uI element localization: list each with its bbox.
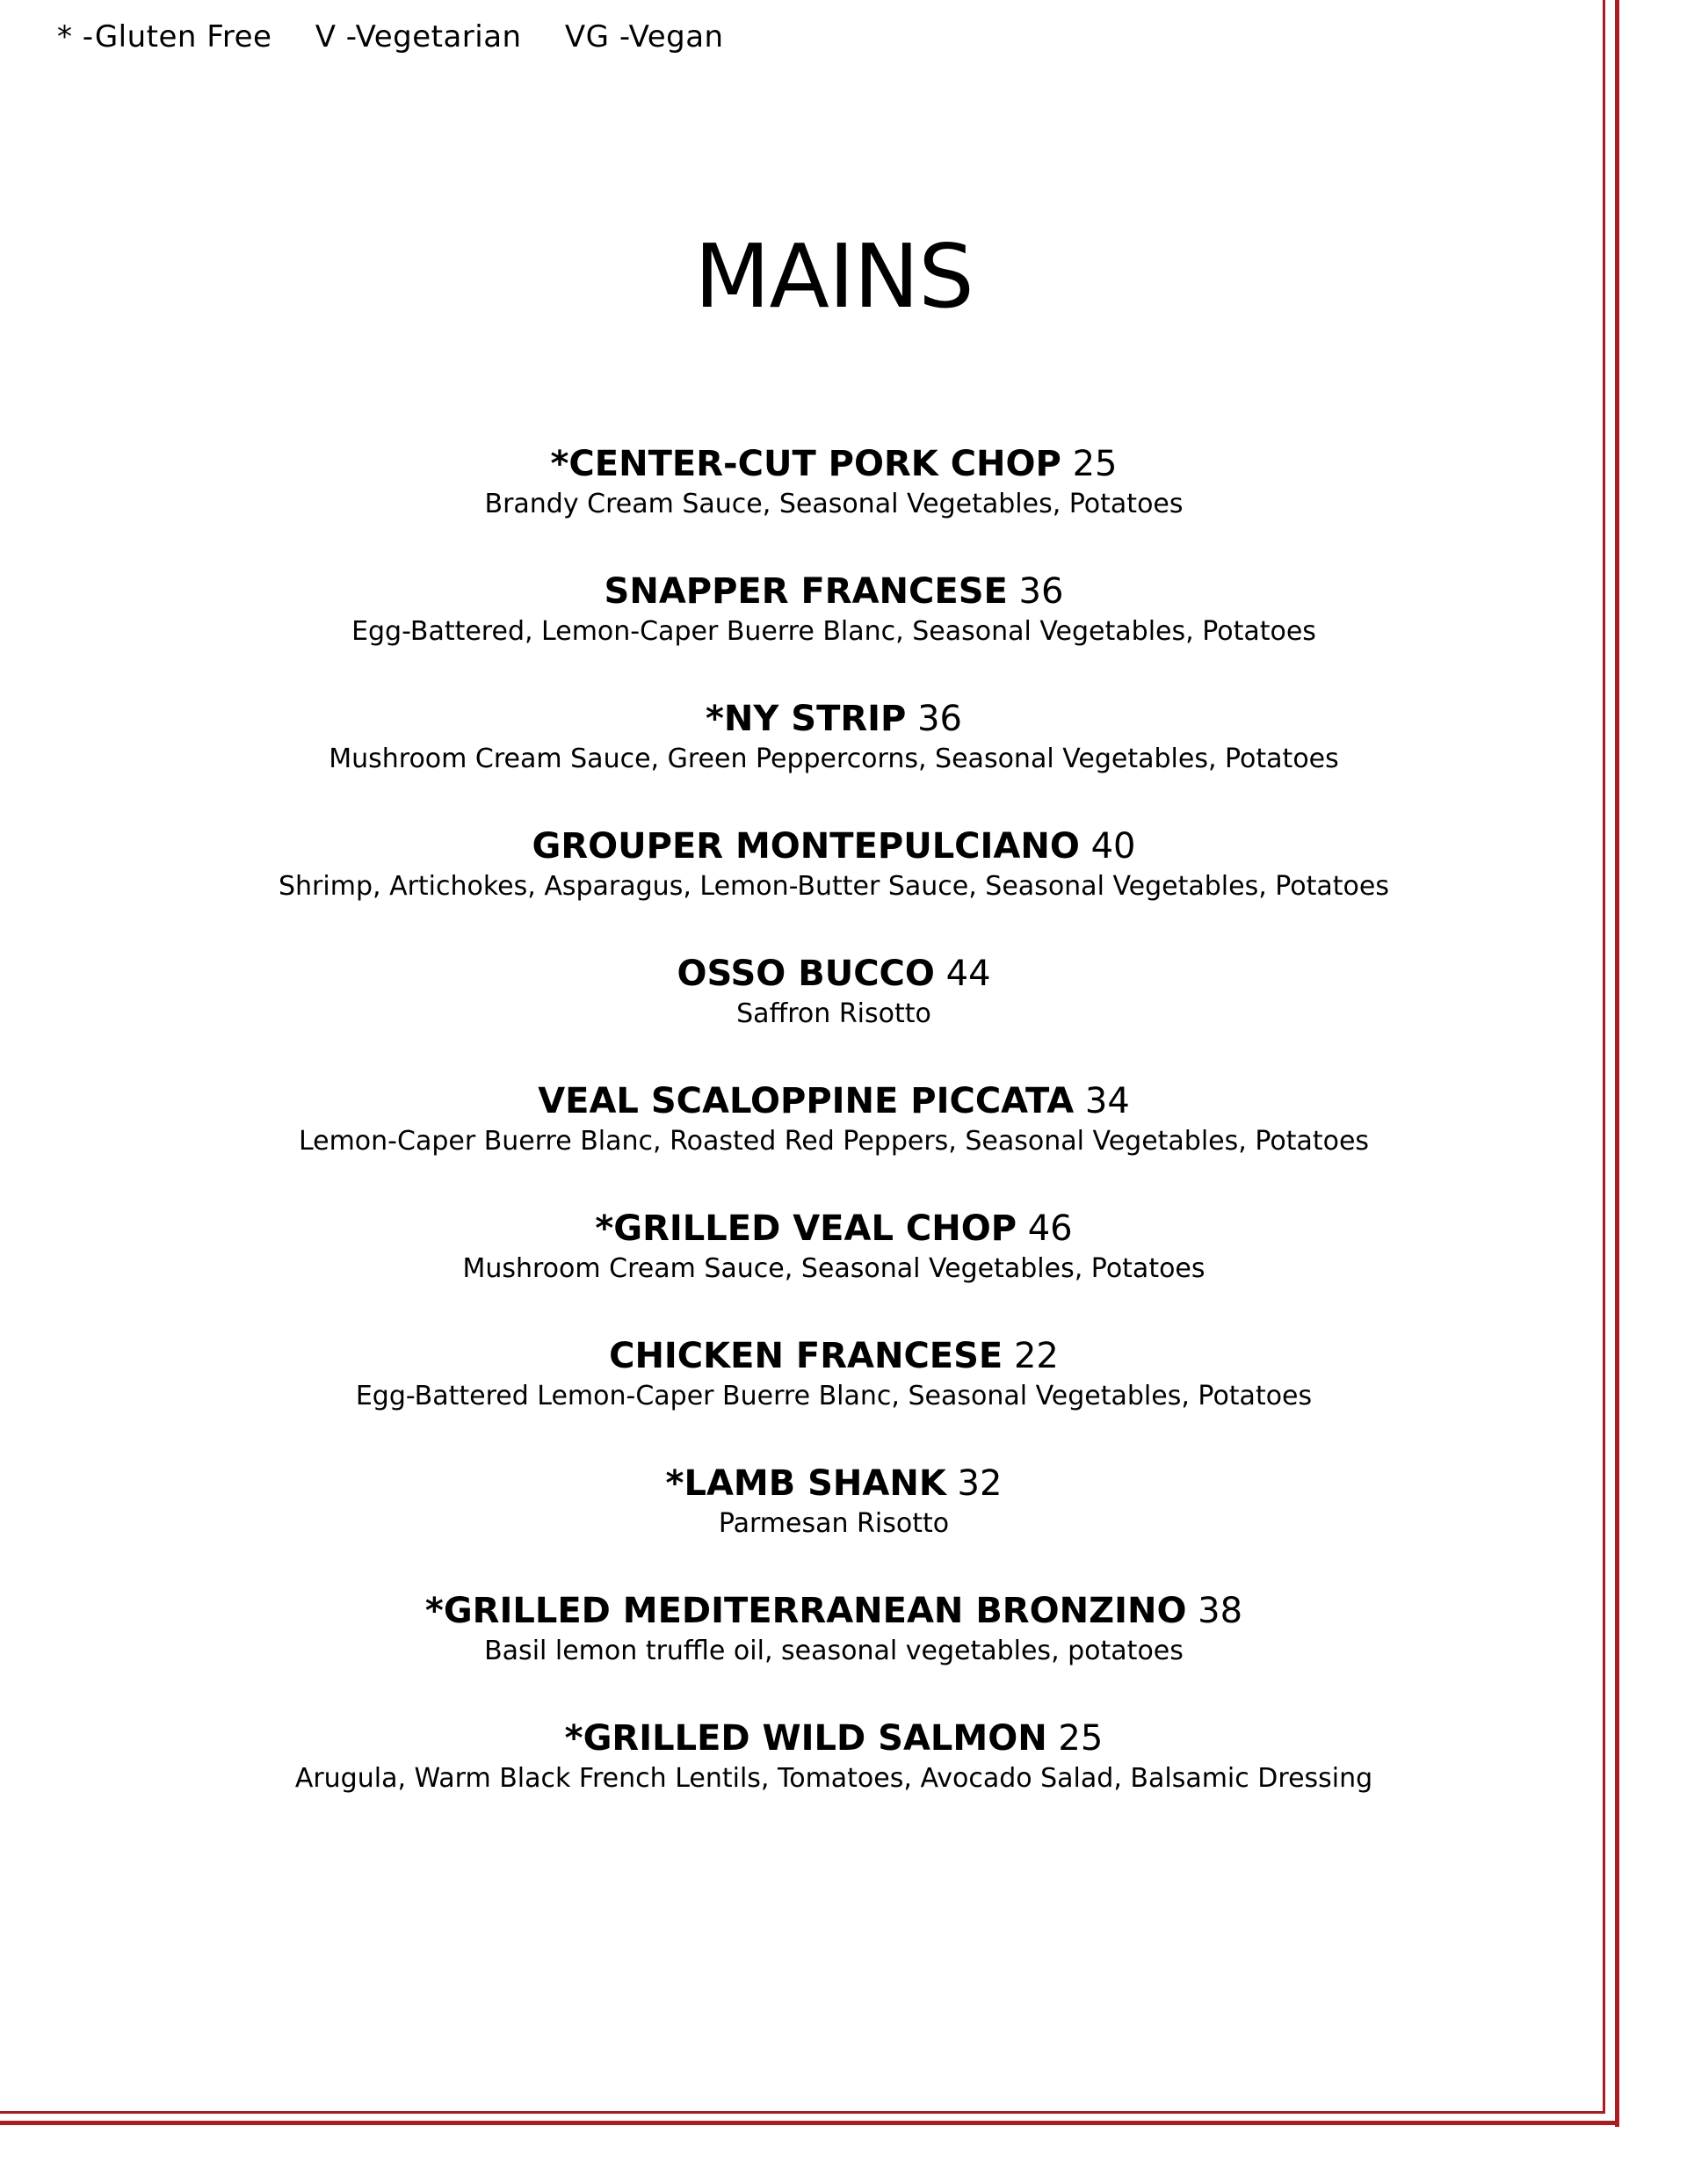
- menu-item-name: *GRILLED WILD SALMON: [564, 1718, 1047, 1759]
- menu-item: [0, 1588, 1668, 1716]
- menu-item-description: Saffron Risotto: [736, 998, 931, 1029]
- menu-item-heading: [0, 1078, 1668, 1124]
- menu-item-description: Basil lemon truffle oil, seasonal vegetables, potatoes: [484, 1636, 1184, 1666]
- menu-item-price: 40: [1090, 826, 1136, 867]
- menu-list: [0, 441, 1668, 1843]
- menu-item-price: 34: [1084, 1081, 1130, 1121]
- menu-item-heading: [0, 696, 1668, 742]
- menu-item: [0, 1078, 1668, 1206]
- menu-item-description: Lemon-Caper Buerre Blanc, Roasted Red Peppers, Seasonal Vegetables, Potatoes: [298, 1126, 1370, 1157]
- menu-item-name: VEAL SCALOPPINE PICCATA: [538, 1081, 1075, 1121]
- menu-item-heading: [0, 1333, 1668, 1379]
- menu-item-heading: [0, 569, 1668, 614]
- menu-item: [0, 569, 1668, 696]
- menu-item: [0, 1716, 1668, 1843]
- menu-item-description: Egg-Battered Lemon-Caper Buerre Blanc, Seasonal Vegetables, Potatoes: [355, 1381, 1313, 1411]
- menu-item-price: 36: [1018, 571, 1064, 612]
- menu-item-name: SNAPPER FRANCESE: [604, 571, 1008, 612]
- menu-item-price: 46: [1027, 1208, 1073, 1249]
- menu-item-name: CHICKEN FRANCESE: [609, 1336, 1003, 1376]
- menu-item-price: 32: [957, 1463, 1003, 1504]
- menu-item-heading: [0, 951, 1668, 997]
- menu-item-description: Mushroom Cream Sauce, Seasonal Vegetables, Potatoes: [462, 1253, 1206, 1284]
- dietary-legend: [57, 19, 757, 54]
- menu-item-description: Mushroom Cream Sauce, Green Peppercorns, Seasonal Vegetables, Potatoes: [329, 744, 1339, 774]
- menu-item-heading: [0, 1206, 1668, 1252]
- menu-item-price: 44: [945, 954, 991, 994]
- menu-item-name: GROUPER MONTEPULCIANO: [532, 826, 1080, 867]
- menu-item-name: *LAMB SHANK: [665, 1463, 946, 1504]
- menu-item-name: *GRILLED MEDITERRANEAN BRONZINO: [424, 1591, 1187, 1631]
- menu-item-name: *CENTER-CUT PORK CHOP: [550, 444, 1061, 484]
- legend-vegan: VG -Vegan: [564, 19, 724, 54]
- menu-item: [0, 696, 1668, 824]
- menu-item-price: 36: [917, 699, 962, 739]
- menu-item-heading: [0, 1716, 1668, 1761]
- menu-item: [0, 1206, 1668, 1333]
- menu-item-heading: [0, 824, 1668, 869]
- menu-item-description: Shrimp, Artichokes, Asparagus, Lemon-Butter Sauce, Seasonal Vegetables, Potatoes: [279, 871, 1389, 902]
- menu-item: [0, 1461, 1668, 1588]
- menu-item: [0, 441, 1668, 569]
- menu-item-description: Parmesan Risotto: [718, 1508, 950, 1539]
- menu-item-heading: [0, 1461, 1668, 1506]
- menu-item-price: 22: [1013, 1336, 1059, 1376]
- menu-item-heading: [0, 441, 1668, 487]
- legend-gluten-free: * -Gluten Free: [57, 19, 272, 54]
- border-bottom-outer: [0, 2121, 1619, 2125]
- legend-vegetarian: V -Vegetarian: [315, 19, 522, 54]
- menu-item: [0, 824, 1668, 951]
- page-title: MAINS: [694, 225, 974, 328]
- menu-item-name: *GRILLED VEAL CHOP: [595, 1208, 1017, 1249]
- menu-item-description: Brandy Cream Sauce, Seasonal Vegetables, Potatoes: [484, 489, 1184, 519]
- menu-item: [0, 951, 1668, 1078]
- border-bottom-inner: [0, 2111, 1605, 2114]
- menu-item-price: 25: [1072, 444, 1118, 484]
- menu-item-description: Arugula, Warm Black French Lentils, Tomatoes, Avocado Salad, Balsamic Dressing: [294, 1763, 1373, 1794]
- menu-item-description: Egg-Battered, Lemon-Caper Buerre Blanc, Seasonal Vegetables, Potatoes: [351, 616, 1316, 647]
- menu-item-name: OSSO BUCCO: [677, 954, 935, 994]
- menu-item-price: 38: [1198, 1591, 1243, 1631]
- menu-item-name: *NY STRIP: [705, 699, 907, 739]
- menu-item: [0, 1333, 1668, 1461]
- menu-item-heading: [0, 1588, 1668, 1634]
- menu-item-price: 25: [1058, 1718, 1104, 1759]
